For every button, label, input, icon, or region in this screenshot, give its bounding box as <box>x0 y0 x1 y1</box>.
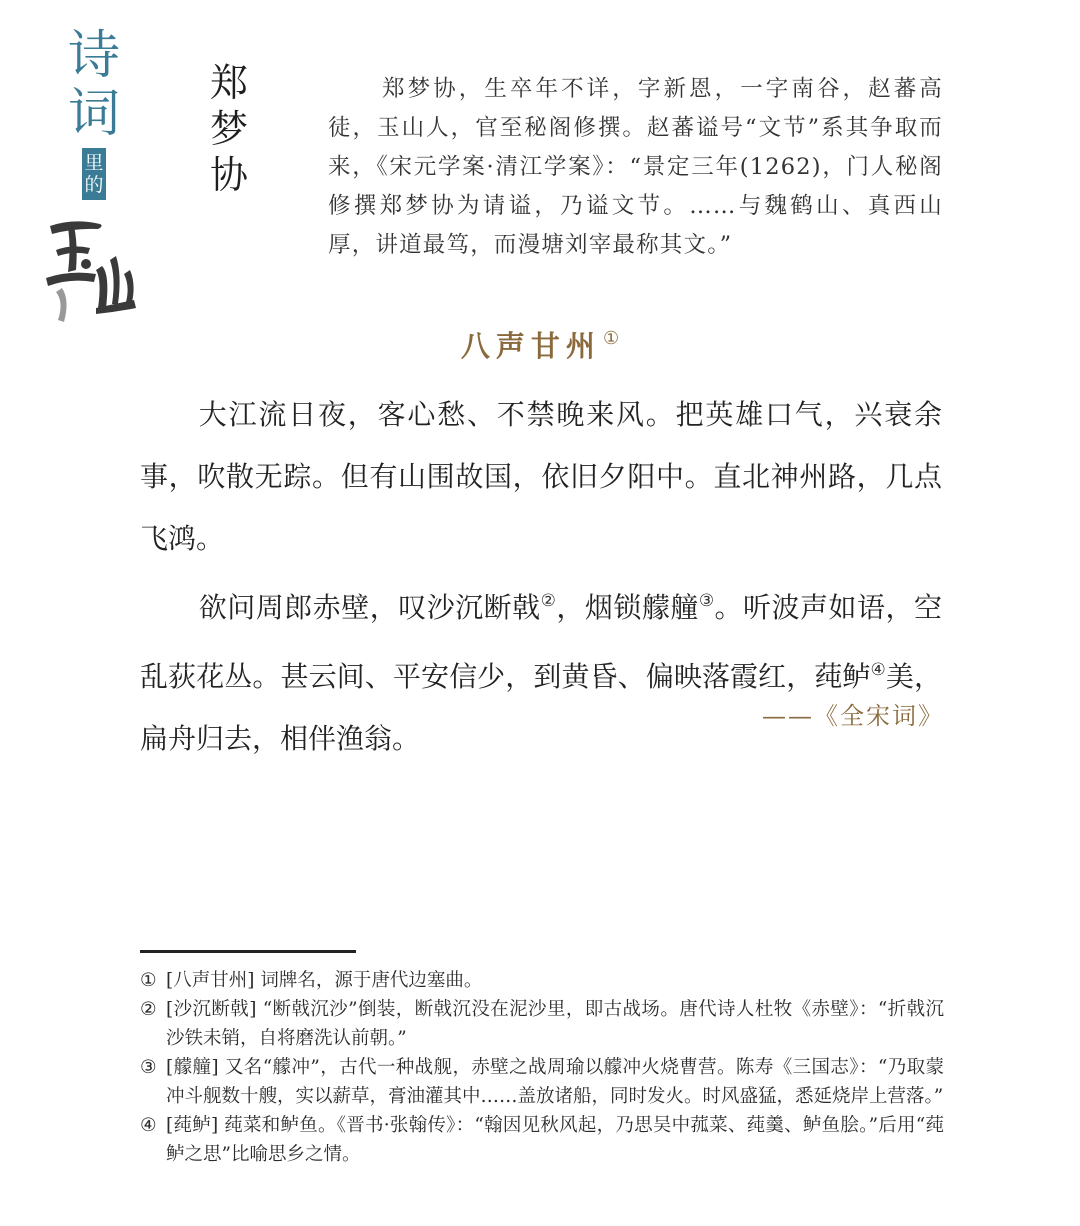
author-name-vertical <box>204 60 254 198</box>
footnote-divider <box>140 950 356 953</box>
logo-char-ci: 词 <box>68 84 121 144</box>
stanza-2-segment-3: 。听波声如语，空乱荻花丛。甚云间、平安信少，到黄昏、偏映落霞红，莼鲈 <box>140 591 942 693</box>
note-ref-4: ④ <box>870 660 886 680</box>
author-biography: 郑梦协，生卒年不详，字新恩，一字南谷，赵蕃高徒，玉山人，官至秘阁修撰。赵蕃谥号“文节”系其争取而来，《宋元学案·清江学案》：“景定三年(1262)，门人秘阁修撰郑梦协为请谥，乃谥文节。……与魏鹤山、真西山厚，讲道最笃，而漫塘刘宰最称其文。” <box>328 76 943 258</box>
series-logo <box>44 28 140 308</box>
footnote-text: [八声甘州] 词牌名，源于唐代边塞曲。 <box>166 970 483 991</box>
stanza-2-segment-4: 美，扁舟归去，相伴渔翁。 <box>140 660 942 755</box>
poem-title <box>0 324 1080 365</box>
footnote-text: [莼鲈] 莼菜和鲈鱼。《晋书·张翰传》：“翰因见秋风起，乃思吴中菰菜、莼羹、鲈鱼脍。”后用“莼鲈之思”比喻思乡之情。 <box>166 1115 944 1165</box>
poem-stanza-1: 大江流日夜，客心愁、不禁晚来风。把英雄口气，兴衰余事，吹散无踪。但有山围故国，依旧夕阳中。直北神州路，几点飞鸿。 <box>140 398 942 555</box>
footnote-item <box>140 1053 944 1111</box>
footnote-item <box>140 966 944 995</box>
footnote-item <box>140 995 944 1053</box>
logo-boxed-text: 里的 <box>82 148 106 200</box>
footnote-text: [艨艟] 又名“艨冲”，古代一种战舰，赤壁之战周瑜以艨冲火烧曹营。陈寿《三国志》：“乃取蒙冲斗舰数十艘，实以薪草，膏油灌其中……盖放诸船，同时发火。时风盛猛，悉延烧岸上营落。” <box>166 1057 944 1107</box>
note-ref-2: ② <box>540 591 557 611</box>
footnote-mark: ① <box>140 970 157 991</box>
yushan-calligraphy-logo <box>44 204 140 334</box>
stanza-2-segment-1: 欲问周郎赤壁，叹沙沉断戟 <box>198 591 541 624</box>
footnote-mark: ④ <box>140 1115 157 1136</box>
poem-stanza-2 <box>140 570 942 770</box>
author-name-char-2: 梦 <box>209 107 248 151</box>
author-name-char-1: 郑 <box>209 61 248 105</box>
footnote-item <box>140 1111 944 1169</box>
logo-char-shi: 诗 <box>68 26 121 86</box>
footnotes <box>140 966 944 1169</box>
footnote-mark: ③ <box>140 1057 157 1078</box>
note-ref-3: ③ <box>698 591 715 611</box>
footnote-text: [沙沉断戟] “断戟沉沙”倒装，断戟沉没在泥沙里，即古战场。唐代诗人杜牧《赤壁》：“折戟沉沙铁未销，自将磨洗认前朝。” <box>166 999 944 1049</box>
stanza-2-segment-2: ，烟锁艨艟 <box>556 591 699 624</box>
author-name-char-3: 协 <box>209 153 248 197</box>
poem-title-note-ref: ① <box>602 328 620 349</box>
poem-title-text: 八声甘州 <box>460 329 601 363</box>
footnote-mark: ② <box>140 999 157 1020</box>
poem-source: ——《全宋词》 <box>762 702 944 730</box>
